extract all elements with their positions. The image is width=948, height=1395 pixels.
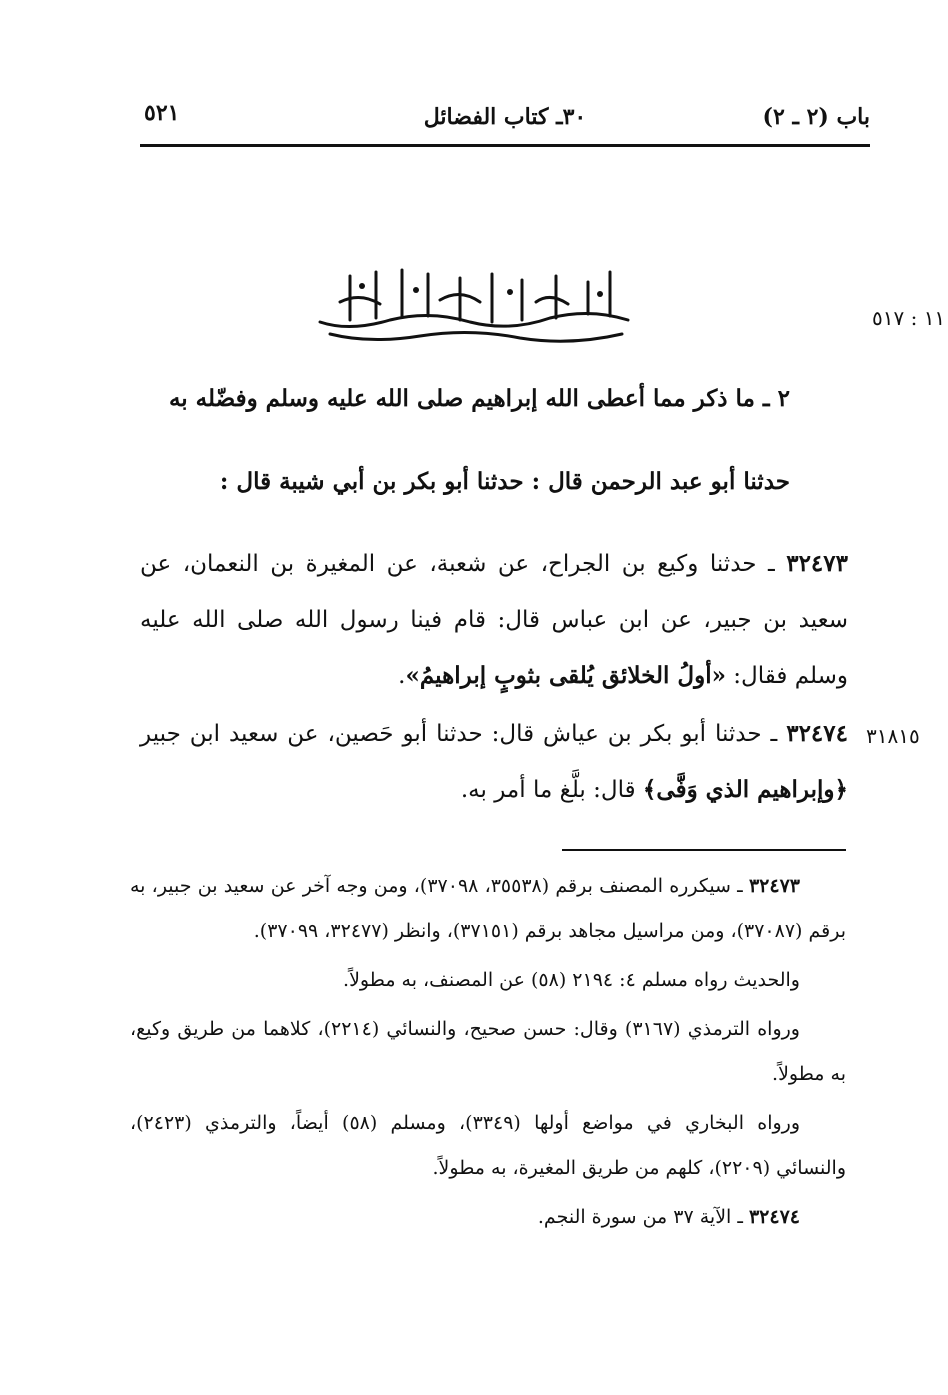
chapter-title: ٢ ـ ما ذكر مما أعطى الله إبراهيم صلى الله عليه وسلم وفضّله به [168,385,790,412]
footnote-item [130,1007,846,1097]
running-header [140,96,870,146]
footnote-text: ـ الآية ٣٧ من سورة النجم. [537,1206,749,1228]
margin-volume-page: ١١ : ٥١٧ [872,306,946,330]
header-book-title: ٣٠ـ كتاب الفضائل [423,104,587,130]
header-page-number: ٥٢١ [144,100,180,126]
footnote-item [130,958,846,1003]
footnote-text: ورواه الترمذي (٣١٦٧) وقال: حسن صحيح، والنسائي (٢٢١٤)، كلاهما من طريق وكيع، به مطولاً. [130,1018,846,1085]
footnote-item [130,1101,846,1191]
footnote-item [130,1195,846,1240]
hadith-end: . [398,663,406,689]
footnote-number: ٣٢٤٧٣ [748,875,800,897]
header-section: باب (٢ ـ ٢) [762,104,870,130]
footnote-text: ـ سيكرره المصنف برقم (٣٥٥٣٨، ٣٧٠٩٨)، ومن وجه آخر عن سعيد بن جبير، به برقم (٣٧٠٨٧)، ومن مراسيل مجاهد برقم (٣٧١٥١)، وانظر (٣٢٤٧٧، ٣٧٠٩٩). [130,875,846,942]
hadith-number: ٣٢٤٧٤ [786,720,848,747]
footnote-item [130,864,846,954]
footnote-text: والحديث رواه مسلم ٤: ٢١٩٤ (٥٨) عن المصنف، به مطولاً. [343,969,800,991]
hadith-text: ـ حدثنا وكيع بن الجراح، عن شعبة، عن المغيرة بن النعمان، عن سعيد بن جبير، عن ابن عباس قال: قام فينا رسول الله صلى الله عليه وسلم فقال: [140,551,848,689]
isnad-intro: حدثنا أبو عبد الرحمن قال : حدثنا أبو بكر بن أبي شيبة قال : [219,468,790,495]
hadith-text: ـ حدثنا أبو بكر بن عياش قال: حدثنا أبو حَصين، عن سعيد ابن جبير [140,721,787,747]
footnote-number: ٣٢٤٧٤ [748,1206,800,1228]
header-rule [140,144,870,147]
hadith-quote: ﴿وإبراهيم الذي وَفَّى﴾ [642,776,848,803]
basmala-calligraphy-graphic [310,262,640,348]
footnote-text: ورواه البخاري في مواضع أولها (٣٣٤٩)، ومسلم (٥٨) أيضاً، والترمذي (٢٤٢٣)، والنسائي (٢٢٠٩)، كلهم من طريق المغيرة، به مطولاً. [130,1112,846,1179]
margin-hadith-ref: ٣١٨١٥ [866,724,920,748]
basmala-calligraphy [310,262,640,348]
hadith-32473 [140,536,848,704]
hadith-32474 [140,706,848,818]
footnote-rule [562,849,846,851]
hadith-number: ٣٢٤٧٣ [786,550,848,577]
footnotes [130,864,846,1244]
hadith-end: قال: بلَّغ ما أمر به. [460,777,643,803]
hadith-quote: «أولُ الخلائق يُلقى بثوبٍ إبراهيمُ» [405,662,726,689]
